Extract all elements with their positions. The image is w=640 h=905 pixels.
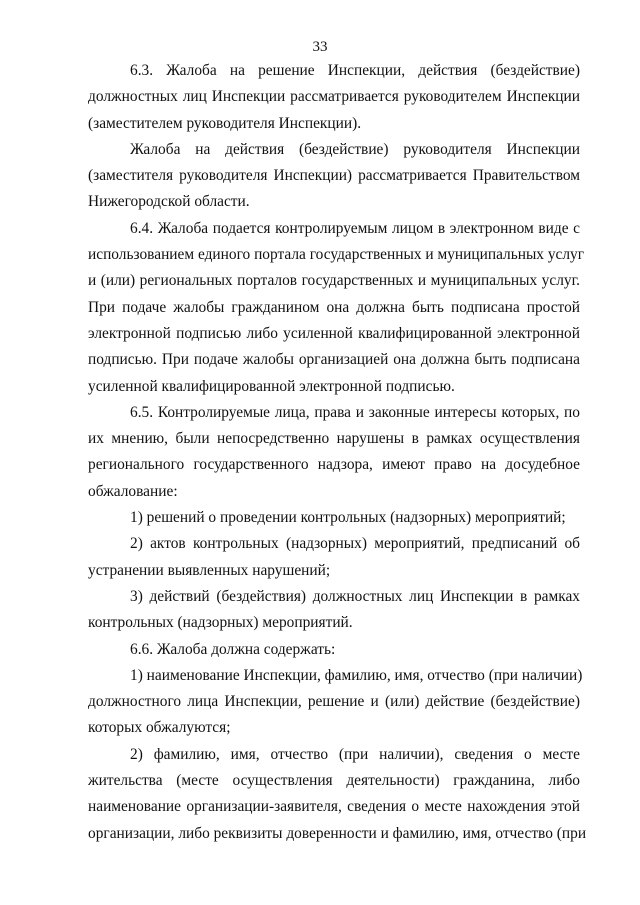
text-line: наименование организации-заявителя, сведения о месте нахождения этой <box>88 798 580 816</box>
text-line: должностных лиц Инспекции рассматривается руководителем Инспекции <box>88 88 580 106</box>
text-line: 1) наименование Инспекции, фамилию, имя, отчество (при наличии) <box>130 666 583 684</box>
text-line: их мнению, были непосредственно нарушены в рамках осуществления <box>88 430 580 448</box>
text-line: должностного лица Инспекции, решение и (или) действие (бездействие) <box>88 693 580 711</box>
text-line: которых обжалуются; <box>88 719 231 737</box>
text-line: и (или) региональных порталов государственных и муниципальных услуг. <box>88 272 580 290</box>
document-body <box>88 58 587 847</box>
text-line: 1) решений о проведении контрольных (надзорных) мероприятий; <box>130 509 566 527</box>
text-line: (заместителя руководителя Инспекции) рассматривается Правительством <box>88 167 580 185</box>
text-line: регионального государственного надзора, имеют право на досудебное <box>88 456 580 474</box>
text-line: обжалование: <box>88 482 178 500</box>
text-line: устранении выявленных нарушений; <box>88 561 331 579</box>
text-line: 6.5. Контролируемые лица, права и законные интересы которых, по <box>130 403 580 421</box>
text-line: 6.3. Жалоба на решение Инспекции, действия (бездействие) <box>130 62 580 79</box>
text-line: Нижегородской области. <box>88 193 250 211</box>
text-line: Жалоба на действия (бездействие) руководителя Инспекции <box>130 140 580 158</box>
text-line: контрольных (надзорных) мероприятий. <box>88 614 353 632</box>
text-line: 3) действий (бездействия) должностных лиц Инспекции в рамках <box>130 587 580 605</box>
text-line: 6.4. Жалоба подается контролируемым лицом в электронном виде с <box>130 219 580 237</box>
page-number: 33 <box>312 39 328 55</box>
text-line: усиленной квалифицированной электронной подписью. <box>88 377 455 395</box>
text-line: 6.6. Жалоба должна содержать: <box>130 640 336 658</box>
text-line: 2) актов контрольных (надзорных) мероприятий, предписаний об <box>130 535 580 553</box>
text-line: использованием единого портала государственных и муниципальных услуг <box>88 246 585 264</box>
text-line: При подаче жалобы гражданином она должна быть подписана простой <box>88 298 580 316</box>
text-line: жительства (месте осуществления деятельности) гражданина, либо <box>88 772 580 790</box>
text-line: 2) фамилию, имя, отчество (при наличии), сведения о месте <box>130 745 580 763</box>
text-line: подписью. При подаче жалобы организацией она должна быть подписана <box>88 351 580 369</box>
text-line: организации, либо реквизиты доверенности и фамилию, имя, отчество (при <box>88 824 587 842</box>
text-line: электронной подписью либо усиленной квалифицированной электронной <box>88 324 580 342</box>
text-line: (заместителем руководителя Инспекции). <box>88 114 362 132</box>
